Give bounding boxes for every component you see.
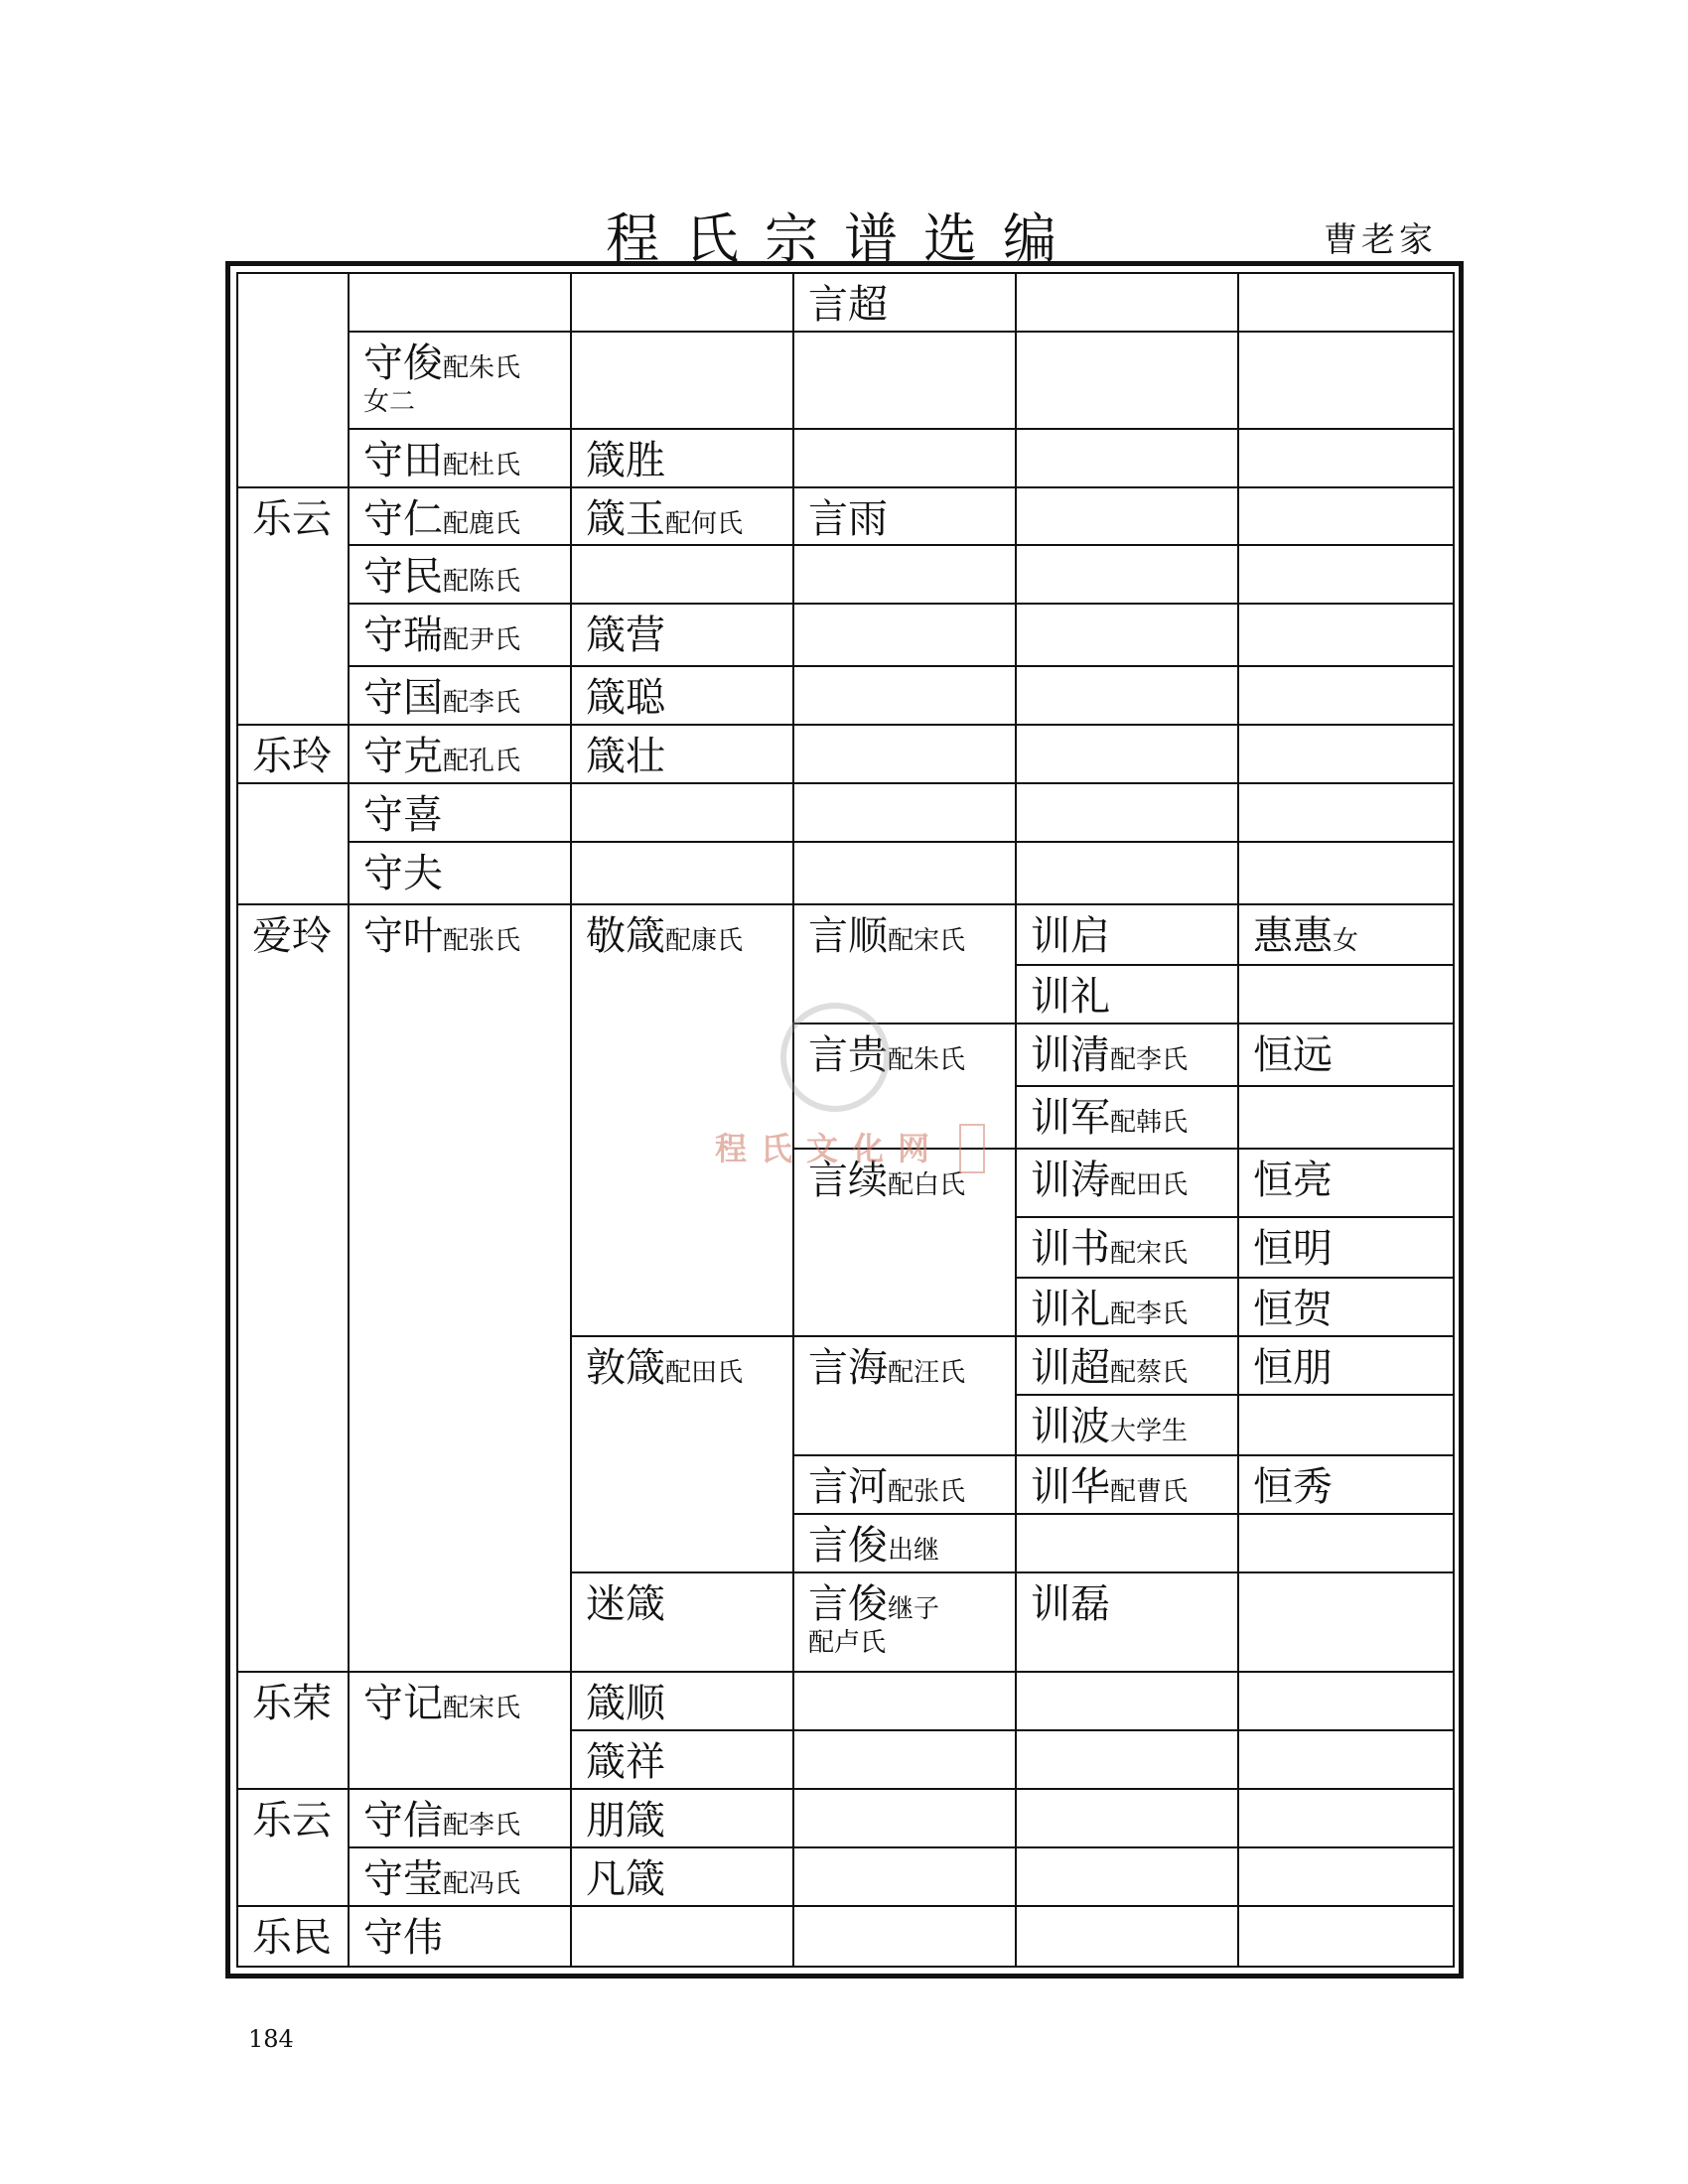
spouse-note: 配宋氏 <box>1110 1239 1189 1270</box>
table-cell <box>571 1847 793 1906</box>
table-cell <box>1238 1217 1454 1278</box>
table-cell <box>571 545 793 604</box>
person-name: 箴壮 <box>586 734 665 780</box>
table-cell <box>1016 666 1238 725</box>
spouse-note: 配田氏 <box>1110 1170 1189 1201</box>
person-name: 箴胜 <box>586 437 665 483</box>
table-cell <box>1016 1395 1238 1455</box>
person-name: 恒朋 <box>1253 1345 1333 1392</box>
spouse-note: 配汪氏 <box>888 1358 966 1389</box>
person-name: 守叶 <box>363 913 443 960</box>
person-name: 箴聪 <box>586 675 665 722</box>
table-cell <box>1238 842 1454 904</box>
spouse-note: 配白氏 <box>888 1170 966 1201</box>
spouse-note: 配鹿氏 <box>443 508 521 539</box>
table-cell <box>349 1847 571 1906</box>
table-cell <box>571 783 793 842</box>
table-cell <box>349 1672 571 1789</box>
table-cell <box>1238 1336 1454 1395</box>
table-cell <box>349 1789 571 1847</box>
spouse-note: 配曹氏 <box>1110 1477 1189 1508</box>
person-name: 乐云 <box>252 1797 332 1843</box>
table-row <box>237 487 1454 546</box>
person-name: 迷箴 <box>586 1581 665 1628</box>
table-cell <box>1016 487 1238 546</box>
table-cell <box>1238 604 1454 666</box>
person-name: 恒明 <box>1253 1226 1333 1273</box>
spouse-note: 配尹氏 <box>443 625 521 656</box>
person-name: 恒秀 <box>1253 1464 1333 1511</box>
note-line: 配卢氏 <box>808 1628 887 1659</box>
person-name: 训书 <box>1031 1226 1110 1273</box>
spouse-note: 大学生 <box>1110 1417 1189 1447</box>
table-cell <box>1238 487 1454 546</box>
spouse-note: 配蔡氏 <box>1110 1358 1189 1389</box>
table-cell <box>1016 1847 1238 1906</box>
spouse-note: 配李氏 <box>1110 1299 1189 1330</box>
table-cell <box>793 783 1016 842</box>
table-cell <box>571 487 793 546</box>
person-name: 训军 <box>1031 1095 1110 1142</box>
table-cell <box>237 1672 349 1789</box>
table-cell <box>1016 429 1238 487</box>
person-name: 言俊 <box>808 1581 888 1628</box>
person-name: 箴祥 <box>586 1738 665 1785</box>
table-cell <box>571 1672 793 1730</box>
table-cell <box>1016 1024 1238 1086</box>
table-cell <box>1238 1024 1454 1086</box>
table-cell <box>793 1149 1016 1336</box>
table-cell <box>793 604 1016 666</box>
person-name: 守夫 <box>363 851 443 897</box>
table-cell <box>793 1672 1016 1730</box>
person-name: 守喜 <box>363 792 443 839</box>
table-cell <box>793 1024 1016 1149</box>
spouse-note: 配孔氏 <box>443 747 521 777</box>
person-name: 守信 <box>363 1797 443 1843</box>
person-name: 守仁 <box>363 495 443 542</box>
table-cell <box>793 332 1016 429</box>
spouse-note: 女 <box>1333 926 1359 957</box>
spouse-note: 继子 <box>888 1594 940 1625</box>
table-cell <box>571 1336 793 1572</box>
table-cell <box>1238 1906 1454 1967</box>
person-name: 敬箴 <box>586 913 665 960</box>
table-cell <box>237 904 349 1672</box>
table-cell <box>793 666 1016 725</box>
table-cell <box>1016 904 1238 965</box>
person-name: 乐玲 <box>252 734 332 780</box>
person-name: 守莹 <box>363 1855 443 1902</box>
person-name: 言河 <box>808 1464 888 1511</box>
table-cell <box>1238 1514 1454 1572</box>
table-row <box>237 545 1454 604</box>
spouse-note: 配张氏 <box>443 926 521 957</box>
table-cell <box>1238 1149 1454 1217</box>
table-cell <box>349 666 571 725</box>
table-cell <box>571 842 793 904</box>
table-row <box>237 429 1454 487</box>
spouse-note: 配宋氏 <box>443 1693 521 1723</box>
table-cell <box>1238 783 1454 842</box>
table-row <box>237 783 1454 842</box>
table-cell <box>1016 1086 1238 1149</box>
table-cell <box>349 545 571 604</box>
page-number: 184 <box>248 2025 294 2053</box>
table-cell <box>793 273 1016 332</box>
spouse-note: 配康氏 <box>665 926 744 957</box>
table-row <box>237 332 1454 429</box>
person-name: 箴玉 <box>586 495 665 542</box>
table-cell <box>1016 1336 1238 1395</box>
spouse-note: 配田氏 <box>665 1358 744 1389</box>
table-cell <box>1016 1572 1238 1672</box>
table-cell <box>1016 1514 1238 1572</box>
table-cell <box>571 1730 793 1789</box>
table-cell <box>793 904 1016 1024</box>
table-cell <box>571 332 793 429</box>
table-cell <box>237 783 349 904</box>
spouse-note: 配宋氏 <box>888 926 966 957</box>
table-cell <box>1238 904 1454 965</box>
table-cell <box>237 1906 349 1967</box>
table-cell <box>571 273 793 332</box>
table-row <box>237 725 1454 783</box>
table-cell <box>571 666 793 725</box>
table-cell <box>237 725 349 783</box>
person-name: 训清 <box>1031 1032 1110 1079</box>
person-name: 守国 <box>363 675 443 722</box>
table-cell <box>793 429 1016 487</box>
person-name: 守民 <box>363 554 443 601</box>
table-cell <box>571 904 793 1336</box>
person-name: 训波 <box>1031 1404 1110 1450</box>
table-cell <box>1238 1086 1454 1149</box>
spouse-note: 配张氏 <box>888 1477 966 1508</box>
watermark-text: 程氏文化网 <box>715 1130 944 1167</box>
table-cell <box>1016 1730 1238 1789</box>
person-name: 惠惠 <box>1253 913 1333 960</box>
branch-name: 曹老家 <box>1324 220 1437 260</box>
table-cell <box>1016 1906 1238 1967</box>
table-row <box>237 1906 1454 1967</box>
table-cell <box>1016 783 1238 842</box>
table-cell <box>793 487 1016 546</box>
person-name: 训礼 <box>1031 974 1110 1021</box>
person-name: 乐民 <box>252 1914 332 1961</box>
person-name: 言海 <box>808 1345 888 1392</box>
table-row <box>237 1847 1454 1906</box>
person-name: 训礼 <box>1031 1287 1110 1333</box>
table-cell <box>793 1906 1016 1967</box>
table-cell <box>1238 545 1454 604</box>
table-cell <box>1016 604 1238 666</box>
person-name: 守田 <box>363 437 443 483</box>
person-name: 守伟 <box>363 1914 443 1961</box>
page-title: 程氏宗谱选编 <box>606 207 1082 270</box>
table-cell <box>1016 965 1238 1024</box>
table-cell <box>793 1336 1016 1455</box>
table-row <box>237 273 1454 332</box>
table-cell <box>1238 725 1454 783</box>
table-cell <box>1238 1455 1454 1514</box>
table-cell <box>1016 273 1238 332</box>
table-cell <box>1238 1789 1454 1847</box>
table-cell <box>349 1906 571 1967</box>
table-cell <box>571 429 793 487</box>
table-cell <box>1238 332 1454 429</box>
person-name: 守克 <box>363 734 443 780</box>
table-cell <box>1016 1278 1238 1336</box>
person-name: 言贵 <box>808 1032 888 1079</box>
table-cell <box>1238 965 1454 1024</box>
table-row <box>237 604 1454 666</box>
table-cell <box>237 273 349 487</box>
person-name: 守记 <box>363 1680 443 1726</box>
person-name: 朋箴 <box>586 1797 665 1843</box>
spouse-note: 配李氏 <box>443 688 521 719</box>
table-cell <box>1238 666 1454 725</box>
person-name: 恒远 <box>1253 1032 1333 1079</box>
table-cell <box>1016 1455 1238 1514</box>
table-cell <box>793 1789 1016 1847</box>
person-name: 敦箴 <box>586 1345 665 1392</box>
table-cell <box>793 1572 1016 1672</box>
spouse-note: 出继 <box>888 1536 940 1567</box>
table-cell <box>1238 1395 1454 1455</box>
table-cell <box>571 1906 793 1967</box>
table-cell <box>349 273 571 332</box>
person-name: 训超 <box>1031 1345 1110 1392</box>
person-name: 乐荣 <box>252 1680 332 1726</box>
note-line: 女二 <box>363 386 416 417</box>
person-name: 恒贺 <box>1253 1287 1333 1333</box>
person-name: 箴营 <box>586 613 665 659</box>
person-name: 言顺 <box>808 913 888 960</box>
table-cell <box>1238 1672 1454 1730</box>
person-name: 训涛 <box>1031 1158 1110 1204</box>
person-name: 训启 <box>1031 913 1110 960</box>
table-cell <box>1238 1847 1454 1906</box>
table-cell <box>1016 332 1238 429</box>
table-cell <box>1016 1789 1238 1847</box>
person-name: 言续 <box>808 1158 888 1204</box>
table-cell <box>1238 1730 1454 1789</box>
person-name: 言俊 <box>808 1523 888 1570</box>
person-name: 恒亮 <box>1253 1158 1333 1204</box>
person-name: 守俊 <box>363 340 443 386</box>
table-cell <box>349 487 571 546</box>
spouse-note: 配李氏 <box>1110 1045 1189 1076</box>
person-name: 言雨 <box>808 495 888 542</box>
table-cell <box>349 842 571 904</box>
table-cell <box>349 604 571 666</box>
spouse-note: 配李氏 <box>443 1810 521 1841</box>
table-cell <box>349 783 571 842</box>
table-cell <box>1016 1217 1238 1278</box>
table-cell <box>1016 725 1238 783</box>
person-name: 守瑞 <box>363 613 443 659</box>
person-name: 箴顺 <box>586 1680 665 1726</box>
table-cell <box>793 842 1016 904</box>
spouse-note: 配朱氏 <box>888 1045 966 1076</box>
table-row <box>237 666 1454 725</box>
table-cell <box>793 1455 1016 1514</box>
table-cell <box>349 725 571 783</box>
table-cell <box>793 545 1016 604</box>
spouse-note: 配冯氏 <box>443 1868 521 1899</box>
table-cell <box>1016 842 1238 904</box>
table-cell <box>571 604 793 666</box>
table-cell <box>1016 545 1238 604</box>
genealogy-table <box>236 272 1455 1968</box>
person-name: 乐云 <box>252 495 332 542</box>
table-cell <box>1016 1672 1238 1730</box>
spouse-note: 配杜氏 <box>443 450 521 480</box>
table-cell <box>571 1572 793 1672</box>
person-name: 言超 <box>808 282 888 328</box>
person-name: 训磊 <box>1031 1581 1110 1628</box>
person-name: 训华 <box>1031 1464 1110 1511</box>
table-cell <box>1238 1278 1454 1336</box>
spouse-note: 配朱氏 <box>443 352 521 383</box>
table-cell <box>1016 1149 1238 1217</box>
table-cell <box>349 904 571 1672</box>
table-row <box>237 842 1454 904</box>
table-cell <box>793 1847 1016 1906</box>
spouse-note: 配陈氏 <box>443 567 521 598</box>
table-row <box>237 904 1454 965</box>
spouse-note: 配韩氏 <box>1110 1108 1189 1139</box>
table-cell <box>793 1514 1016 1572</box>
table-cell <box>1238 1572 1454 1672</box>
table-cell <box>237 1789 349 1906</box>
table-row <box>237 1672 1454 1730</box>
table-cell <box>1238 429 1454 487</box>
person-name: 凡箴 <box>586 1855 665 1902</box>
table-cell <box>571 725 793 783</box>
table-row <box>237 1789 1454 1847</box>
table-cell <box>793 725 1016 783</box>
spouse-note: 配何氏 <box>665 508 744 539</box>
table-cell <box>349 429 571 487</box>
person-name: 爱玲 <box>252 913 332 960</box>
table-cell <box>571 1789 793 1847</box>
table-cell <box>349 332 571 429</box>
table-cell <box>793 1730 1016 1789</box>
table-cell <box>1238 273 1454 332</box>
table-cell <box>237 487 349 726</box>
